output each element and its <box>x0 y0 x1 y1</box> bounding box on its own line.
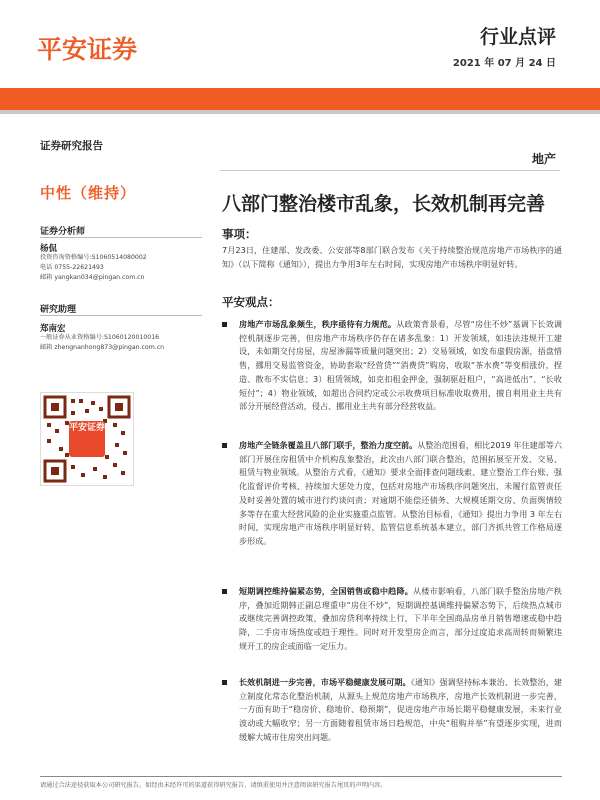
header-band <box>0 88 600 110</box>
bullet-lead: 房地产市场乱象频生，秩序亟待有力规范。 <box>239 319 397 329</box>
bullet-text: 从整治范围看，相比2019 年住建部等六部门开展住房租赁中介机构乱象整治，此次由八部门联合整治，范围拓展至开发、交易、租赁与物业领域。从整治方式看，《通知》要求全面排查问题线索、建立整治工作台账、强化监督评价考核、持续加大惩处力度，包括对房地产市场秩序问题突出、未履行监管责任及时妥善处置的城市进行约谈问责；对逾期不能偿还债务、大规模延期交房、负面舆情较多等存在重大经营风险的企业实施重点监管。从整治目标看，《通知》提出力争用 3 年左右时间，实现房地产市场秩序明显好转，监管信息系统基本建立，部门齐抓共管工作格局逐步形成。 <box>239 440 562 546</box>
bullet-text: 从政策背景看，尽管“房住不炒”基调下长效调控机制逐步完善，但房地产市场秩序仍存在诸多乱象：1）开发领域，如违法违规开工建设，未如期交付房屋，房屋渗漏等质量问题突出；2）交易领域，如发布虚假房源，捂盘惜售，挪用交易监管资金，协助套取“经营贷”“消费贷”购房，收取“茶水费”等变相涨价，捏造、散布不实信息；3）租赁领域，如克扣租金押金，强制驱赶租户，“高进低出”、“长收短付”；4）物业领域，如超出合同约定或公示收费项目标准收取费用，擅自利用业主共有部分开展经营活动，侵占、挪用业主共有部分经营收益。 <box>239 319 562 412</box>
bullet-text: 《通知》强调坚持标本兼治、长效整治，建立制度化常态化整治机制，从源头上规范房地产市场秩序，房地产长效机制进一步完善，一方面有助于“稳房价、稳地价、稳预期”，促进房地产市场长期平稳健康发展，未来行业波动或大幅收窄；另一方面随着租赁市场日趋规范，中央“租购并举”有望逐步实现，进而缓解大城市住房突出问题。 <box>239 677 562 742</box>
assistant-cert: 一般证券从业资格编号:S1060120010016 <box>40 334 160 341</box>
bullet-square-icon <box>222 680 227 685</box>
industry-label: 地产 <box>531 152 556 166</box>
assistant-email[interactable]: 邮箱 zhengnanhong873@pingan.com.cn <box>40 344 165 351</box>
bullet-square-icon <box>222 443 227 448</box>
divider <box>220 170 560 171</box>
rating: 中性（维持） <box>40 184 137 202</box>
bullet-square-icon <box>222 589 227 594</box>
qr-code <box>40 392 134 486</box>
assistant-name: 郑南宏 <box>40 324 66 334</box>
analyst-cert: 投资咨询资格编号:S1060514080002 <box>40 254 147 261</box>
list-item <box>222 585 562 654</box>
logo-text: 平安证券 <box>37 35 138 64</box>
bullet-square-icon <box>222 322 227 327</box>
list-item <box>222 318 562 414</box>
bullet-lead: 短期调控维持偏紧态势，全国销售或稳中趋降。 <box>239 586 414 596</box>
report-date: 2021 年 07 月 24 日 <box>452 58 556 69</box>
assistant-heading: 研究助理 <box>40 305 77 315</box>
analyst-heading: 证券分析师 <box>40 227 86 237</box>
analyst-name: 杨侃 <box>40 244 58 254</box>
analyst-email[interactable]: 邮箱 yangkan034@pingan.com.cn <box>40 274 145 281</box>
divider <box>40 237 202 238</box>
bullet-text: 从楼市影响看，八部门联手整治房地产秩序，叠加近期韩正副总理重申“房住不炒”，短期调控基调维持偏紧态势下，后续热点城市或继续完善调控政策，叠加房贷利率持续上行，下半年全国商品房单月销售增速或稳中趋降，二手房市场热度或趋于理性。同时对开发型房企而言，部分过度追求高周转而频繁违规开工的房企或面临一定压力。 <box>239 586 562 651</box>
list-item <box>222 676 562 745</box>
company-logo <box>37 30 137 66</box>
qr-center-label: 平安证券 <box>69 423 106 433</box>
analyst-phone: 电话 0755-22621493 <box>40 264 104 271</box>
event-heading: 事项： <box>222 227 257 241</box>
views-heading: 平安观点： <box>222 295 280 309</box>
event-text: 7月23日，住建部、发改委、公安部等8部门联合发布《关于持续整治规范房地产市场秩序的通知》（以下简称《通知》），提出力争用3年左右时间，实现房地产市场秩序明显好转。 <box>222 245 562 269</box>
qr-code-graphic <box>41 393 133 485</box>
divider <box>40 315 202 316</box>
bullet-lead: 房地产全链条覆盖且八部门联手，整治力度空前。 <box>239 440 418 450</box>
footer-disclaimer: 请通过合法途径获取本公司研究报告，如经由未经许可的渠道获得研究报告，请慎重使用并注意阅读研究报告尾页的声明内容。 <box>40 782 387 789</box>
report-kind: 证券研究报告 <box>40 140 103 152</box>
header-band-shadow <box>0 110 600 114</box>
list-item <box>222 439 562 549</box>
page-title: 八部门整治楼市乱象，长效机制再完善 <box>222 193 546 215</box>
report-type: 行业点评 <box>479 26 556 48</box>
footer-divider <box>40 776 562 777</box>
bullet-lead: 长效机制进一步完善，市场平稳健康发展可期。 <box>239 677 411 687</box>
